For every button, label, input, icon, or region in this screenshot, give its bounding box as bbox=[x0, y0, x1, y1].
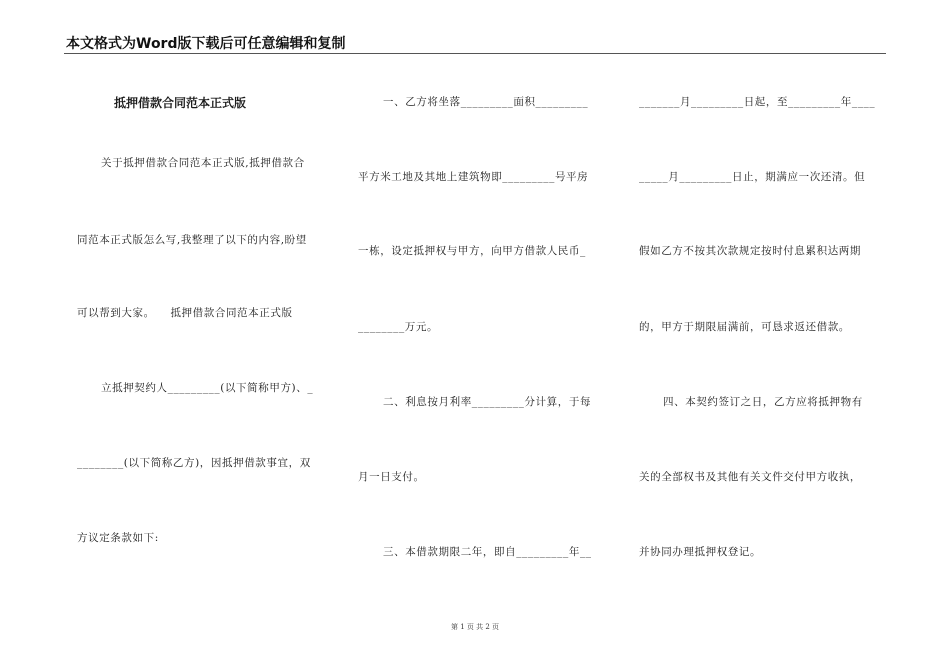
paragraph-line: ________万元。 bbox=[358, 321, 439, 333]
paragraph-line: ________(以下简称乙方)，因抵押借款事宜，双 bbox=[77, 457, 311, 469]
paragraph-line: 四、本契约签订之日，乙方应将抵押物有 bbox=[663, 396, 863, 408]
paragraph-line: 二、利息按月利率_________分计算，于每 bbox=[383, 396, 592, 408]
paragraph-line: 可以帮到大家。 抵押借款合同范本正式版 bbox=[77, 307, 293, 319]
paragraph-line: 月一日支付。 bbox=[358, 471, 425, 483]
paragraph-line: 一栋，设定抵押权与甲方，向甲方借款人民币_ bbox=[358, 245, 586, 257]
header-rule bbox=[64, 53, 886, 54]
paragraph-line: 一、乙方将坐落_________面积_________ bbox=[383, 96, 589, 108]
paragraph-line: 关于抵押借款合同范本正式版,抵押借款合 bbox=[101, 157, 305, 169]
paragraph-line: 假如乙方不按其次款规定按时付息累积达两期 bbox=[639, 245, 861, 257]
paragraph-line: 三、本借款期限二年，即自_________年__ bbox=[383, 546, 592, 558]
document-title: 抵押借款合同范本正式版 bbox=[114, 96, 247, 110]
paragraph-line: _______月_________日起，至_________年____ bbox=[639, 96, 876, 108]
paragraph-line: 方议定条款如下: bbox=[77, 532, 159, 544]
paragraph-line: 并协同办理抵押权登记。 bbox=[639, 546, 762, 558]
paragraph-line: _____月_________日止，期满应一次还清。但 bbox=[639, 171, 866, 183]
paragraph-line: 关的全部权书及其他有关文件交付甲方收执， bbox=[639, 471, 861, 483]
paragraph-line: 平方米工地及其地上建筑物即_________号平房 bbox=[358, 171, 589, 183]
paragraph-line: 立抵押契约人_________(以下简称甲方)、_ bbox=[101, 382, 314, 394]
paragraph-line: 的，甲方于期限届满前，可恳求返还借款。 bbox=[639, 321, 850, 333]
header-banner: 本文格式为Word版下载后可任意编辑和复制 bbox=[66, 36, 346, 52]
paragraph-line: 同范本正式版怎么写,我整理了以下的内容,盼望 bbox=[77, 234, 307, 246]
page-number: 第 1 页 共 2 页 bbox=[450, 623, 500, 631]
